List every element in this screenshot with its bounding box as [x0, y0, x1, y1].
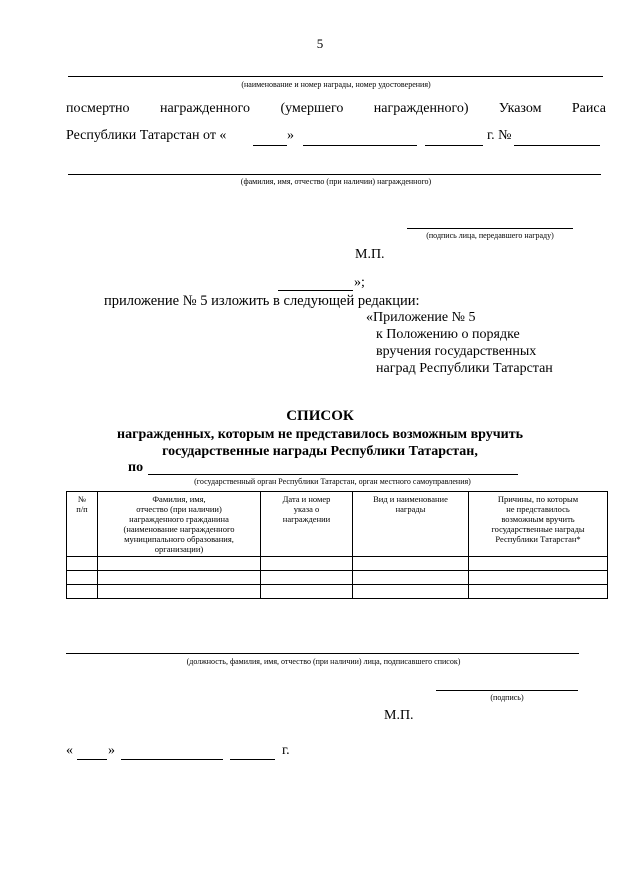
table-cell[interactable]	[67, 571, 98, 585]
header-award-type	[353, 492, 469, 557]
month-blank[interactable]	[303, 145, 417, 146]
header-text: награжденного гражданина	[129, 514, 229, 524]
date-year-mark: г.	[282, 743, 290, 758]
header-text: отчество (при наличии)	[136, 504, 222, 514]
fio-line[interactable]	[68, 174, 601, 175]
header-text: Причины, по которым	[497, 494, 579, 504]
paragraph-word: награжденного	[159, 101, 251, 116]
organ-caption: (государственный орган Республики Татарстан, орган местного самоуправления)	[194, 477, 471, 486]
signature-caption-2: (подпись)	[490, 693, 524, 702]
table-cell[interactable]	[261, 571, 353, 585]
appendix-line-1: «Приложение № 5	[366, 310, 476, 325]
instruction-text: приложение № 5 изложить в следующей редакции:	[104, 293, 420, 309]
header-text: не представилось	[506, 504, 570, 514]
signature-line-2[interactable]	[436, 690, 578, 691]
table-cell[interactable]	[469, 557, 608, 571]
year-blank[interactable]	[425, 145, 483, 146]
table-cell[interactable]	[353, 557, 469, 571]
organ-line[interactable]	[148, 474, 518, 475]
table-cell[interactable]	[67, 585, 98, 599]
header-text: возможным вручить	[501, 514, 575, 524]
list-title: СПИСОК	[286, 408, 354, 424]
header-text: организации)	[154, 544, 204, 554]
day-close-quote: »	[287, 128, 294, 143]
header-text: Республики Татарстан*	[495, 534, 581, 544]
table-cell[interactable]	[67, 557, 98, 571]
header-text: награды	[395, 504, 426, 514]
fio-caption: (фамилия, имя, отчество (при наличии) награжденного)	[240, 177, 432, 186]
decree-number-label: г. №	[487, 128, 512, 143]
appendix-line-4: наград Республики Татарстан	[376, 361, 553, 376]
paragraph-line1	[66, 101, 606, 117]
paragraph-word: Указом	[498, 101, 542, 116]
header-number	[67, 492, 98, 557]
header-reasons	[469, 492, 608, 557]
stamp-label-1: М.П.	[355, 247, 385, 262]
header-text: награждении	[282, 514, 331, 524]
closing-quote: »;	[354, 275, 365, 290]
paragraph-word: (умершего	[280, 101, 344, 116]
header-text: Вид и наименование	[373, 494, 448, 504]
header-text: муниципального образования,	[124, 534, 234, 544]
date-open-quote: «	[66, 743, 73, 758]
awards-table	[66, 491, 608, 599]
list-subtitle-line2: государственные награды Республики Татарстан,	[162, 444, 478, 459]
decree-number-blank[interactable]	[514, 145, 600, 146]
header-text: п/п	[76, 504, 88, 514]
signature-line-1[interactable]	[407, 228, 573, 229]
header-decree	[261, 492, 353, 557]
header-fio	[98, 492, 261, 557]
date-year-blank[interactable]	[230, 759, 275, 760]
table-header-row	[67, 492, 608, 557]
closing-blank[interactable]	[278, 290, 353, 291]
table-cell[interactable]	[98, 585, 261, 599]
day-blank[interactable]	[253, 145, 287, 146]
table-cell[interactable]	[469, 571, 608, 585]
award-caption: (наименование и номер награды, номер удостоверения)	[241, 80, 431, 89]
date-month-blank[interactable]	[121, 759, 223, 760]
page-number: 5	[316, 36, 324, 51]
table-cell[interactable]	[469, 585, 608, 599]
paragraph-word: Раиса	[571, 101, 606, 116]
paragraph-line2-prefix: Республики Татарстан от «	[66, 128, 227, 143]
header-text: Фамилия, имя,	[152, 494, 206, 504]
header-text: (наименование награжденного	[123, 524, 235, 534]
table-cell[interactable]	[261, 585, 353, 599]
header-text: Дата и номер	[282, 494, 331, 504]
date-day-blank[interactable]	[77, 759, 107, 760]
stamp-label-2: М.П.	[384, 708, 414, 723]
table-cell[interactable]	[98, 571, 261, 585]
date-close-quote: »	[108, 743, 115, 758]
award-line[interactable]	[68, 76, 603, 77]
paragraph-word: награжденного)	[373, 101, 469, 116]
header-text: государственные награды	[491, 524, 585, 534]
table-row	[67, 571, 608, 585]
table-cell[interactable]	[98, 557, 261, 571]
appendix-line-2: к Положению о порядке	[376, 327, 520, 342]
table-row	[67, 557, 608, 571]
appendix-line-3: вручения государственных	[376, 344, 537, 359]
po-label: по	[128, 460, 144, 475]
table-cell[interactable]	[261, 557, 353, 571]
header-text: №	[77, 494, 87, 504]
list-subtitle-line1: награжденных, которым не представилось возможным вручить	[117, 427, 523, 442]
table-cell[interactable]	[353, 585, 469, 599]
paragraph-word: посмертно	[66, 101, 130, 116]
signature-caption-1: (подпись лица, передавшего награду)	[426, 231, 554, 240]
table-row	[67, 585, 608, 599]
header-text: указа о	[293, 504, 320, 514]
table-cell[interactable]	[353, 571, 469, 585]
signer-caption: (должность, фамилия, имя, отчество (при наличии) лица, подписавшего список)	[186, 657, 461, 666]
signer-line[interactable]	[66, 653, 579, 654]
